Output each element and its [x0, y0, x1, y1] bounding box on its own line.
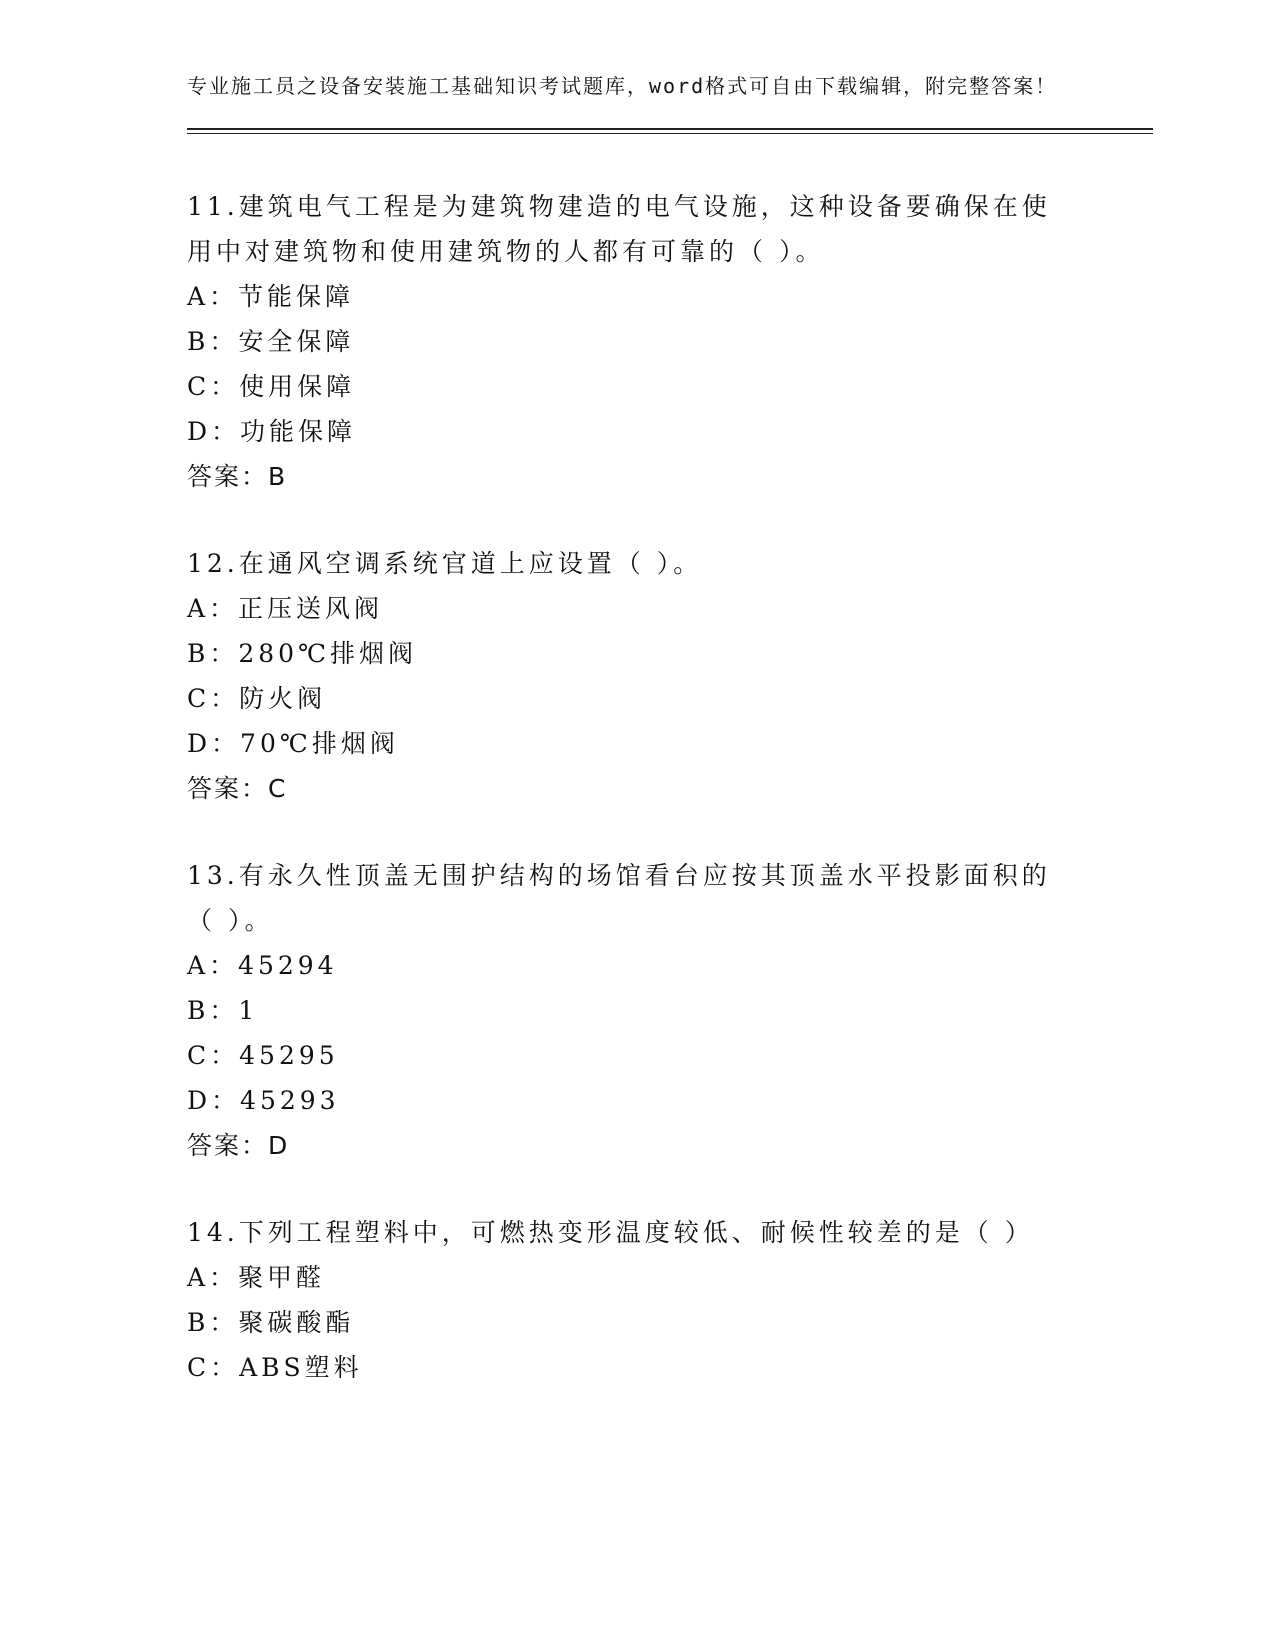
document-header: 专业施工员之设备安装施工基础知识考试题库，word格式可自由下载编辑，附完整答案！	[187, 74, 1058, 98]
option-a: A：正压送风阀	[187, 594, 384, 623]
question-stem: 13.有永久性顶盖无围护结构的场馆看台应按其顶盖水平投影面积的（ ）。	[187, 861, 1051, 935]
option-b: B：280℃排烟阀	[187, 639, 418, 668]
document-page	[187, 70, 1107, 1432]
question-12	[187, 541, 1107, 811]
option-b: B：安全保障	[187, 327, 355, 356]
option-b: B：1	[187, 996, 259, 1025]
option-c: C：ABS塑料	[187, 1353, 363, 1382]
question-stem: 12.在通风空调系统官道上应设置（ ）。	[187, 549, 703, 578]
header-divider	[187, 128, 1153, 134]
option-b: B：聚碳酸酯	[187, 1308, 355, 1337]
question-11	[187, 184, 1107, 499]
question-stem: 11.建筑电气工程是为建筑物建造的电气设施，这种设备要确保在使用中对建筑物和使用建筑物的人都有可靠的（ ）。	[187, 192, 1051, 266]
option-c: C：使用保障	[187, 372, 356, 401]
option-d: D：45293	[187, 1086, 340, 1115]
answer-line: 答案：D	[187, 1131, 290, 1160]
option-c: C：防火阀	[187, 684, 327, 713]
option-d: D：功能保障	[187, 417, 357, 446]
question-stem: 14.下列工程塑料中，可燃热变形温度较低、耐候性较差的是（ ）	[187, 1218, 1034, 1247]
answer-line: 答案：C	[187, 774, 288, 803]
option-d: D：70℃排烟阀	[187, 729, 399, 758]
question-list	[187, 184, 1107, 1390]
option-c: C：45295	[187, 1041, 339, 1070]
option-a: A：节能保障	[187, 282, 355, 311]
question-14	[187, 1210, 1107, 1390]
option-a: A：聚甲醛	[187, 1263, 326, 1292]
answer-line: 答案：B	[187, 462, 288, 491]
option-a: A：45294	[187, 951, 338, 980]
question-13	[187, 853, 1107, 1168]
